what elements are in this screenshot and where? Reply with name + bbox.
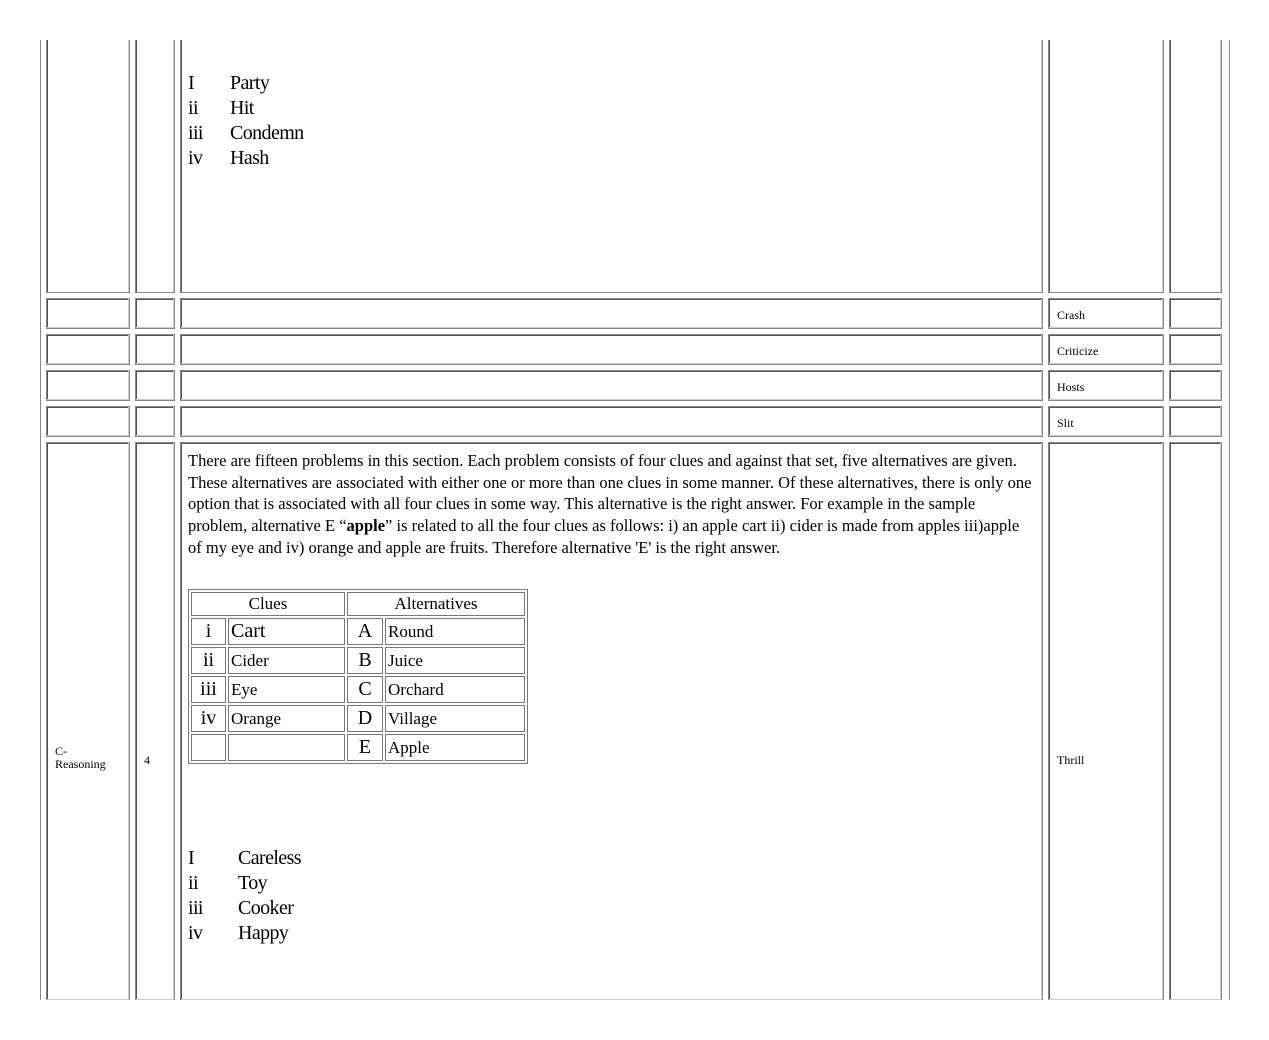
top-row-question-cell [180,40,1043,293]
list-item: I Party [188,72,270,94]
list-item: iv Happy [188,922,289,944]
option-row-col1 [46,406,130,437]
table-row: iii Eye C Orchard [191,676,525,703]
top-row-option-cell [1048,40,1164,293]
section-label-cell [46,442,130,1000]
example-answer: apple [346,516,386,536]
list-item: iii Condemn [188,122,304,144]
option-row-col2 [135,298,175,329]
sample-problem-table [188,589,528,764]
bottom-word-list [188,846,301,946]
top-row-col5 [1169,40,1222,293]
table-row: ii Cider B Juice [191,647,525,674]
alternatives-header: Alternatives [347,592,525,616]
option-row-question-cell [180,370,1043,401]
instructions-paragraph: There are fifteen problems in this section. Each problem consists of four clues and against that set, five alternatives are given. These alternatives are associated with either one or more than one clues in some manner. Of these alternatives, there is only one option that is associated with all four clues in some way. This alternative is the right answer. For example in the sample problem, alternative E “apple” is related to all the four clues as follows: i) an apple cart ii) cider is made from apples iii)apple of my eye and iv) orange and apple are fruits. Therefore alternative 'E' is the right answer. [188,451,1032,557]
table-row: iv Orange D Village [191,705,525,732]
section-col5 [1169,442,1222,1000]
table-row: i Cart A Round [191,618,525,645]
option-row-col1 [46,334,130,365]
section-answer-cell [1048,442,1164,1000]
top-row-col2 [135,40,175,293]
option-row-col5 [1169,298,1222,329]
option-row-answer-cell: Criticize [1048,334,1164,365]
table-row: E Apple [191,734,525,761]
option-row-answer-cell: Hosts [1048,370,1164,401]
option-row-question-cell [180,406,1043,437]
option-row-col1 [46,298,130,329]
option-row-col1 [46,370,130,401]
option-row-col5 [1169,334,1222,365]
option-row-question-cell [180,334,1043,365]
option-row-col5 [1169,370,1222,401]
option-row-answer-cell: Slit [1048,406,1164,437]
table-header-row [191,592,525,616]
option-row-answer-cell: Crash [1048,298,1164,329]
option-row-col5 [1169,406,1222,437]
section-number: 4 [144,753,150,767]
clues-header: Clues [191,592,345,616]
section-number-cell [135,442,175,1000]
section-label: C- Reasoning [55,744,106,771]
option-row-question-cell [180,298,1043,329]
list-item: I Careless [188,847,301,869]
list-item: iv Hash [188,147,269,169]
option-row-col2 [135,370,175,401]
option-row-col2 [135,334,175,365]
top-row-col1 [46,40,130,293]
section-answer: Thrill [1057,753,1085,767]
list-item: ii Toy [188,872,268,894]
top-word-list [188,71,304,171]
option-row-col2 [135,406,175,437]
list-item: iii Cooker [188,897,294,919]
list-item: ii Hit [188,97,254,119]
